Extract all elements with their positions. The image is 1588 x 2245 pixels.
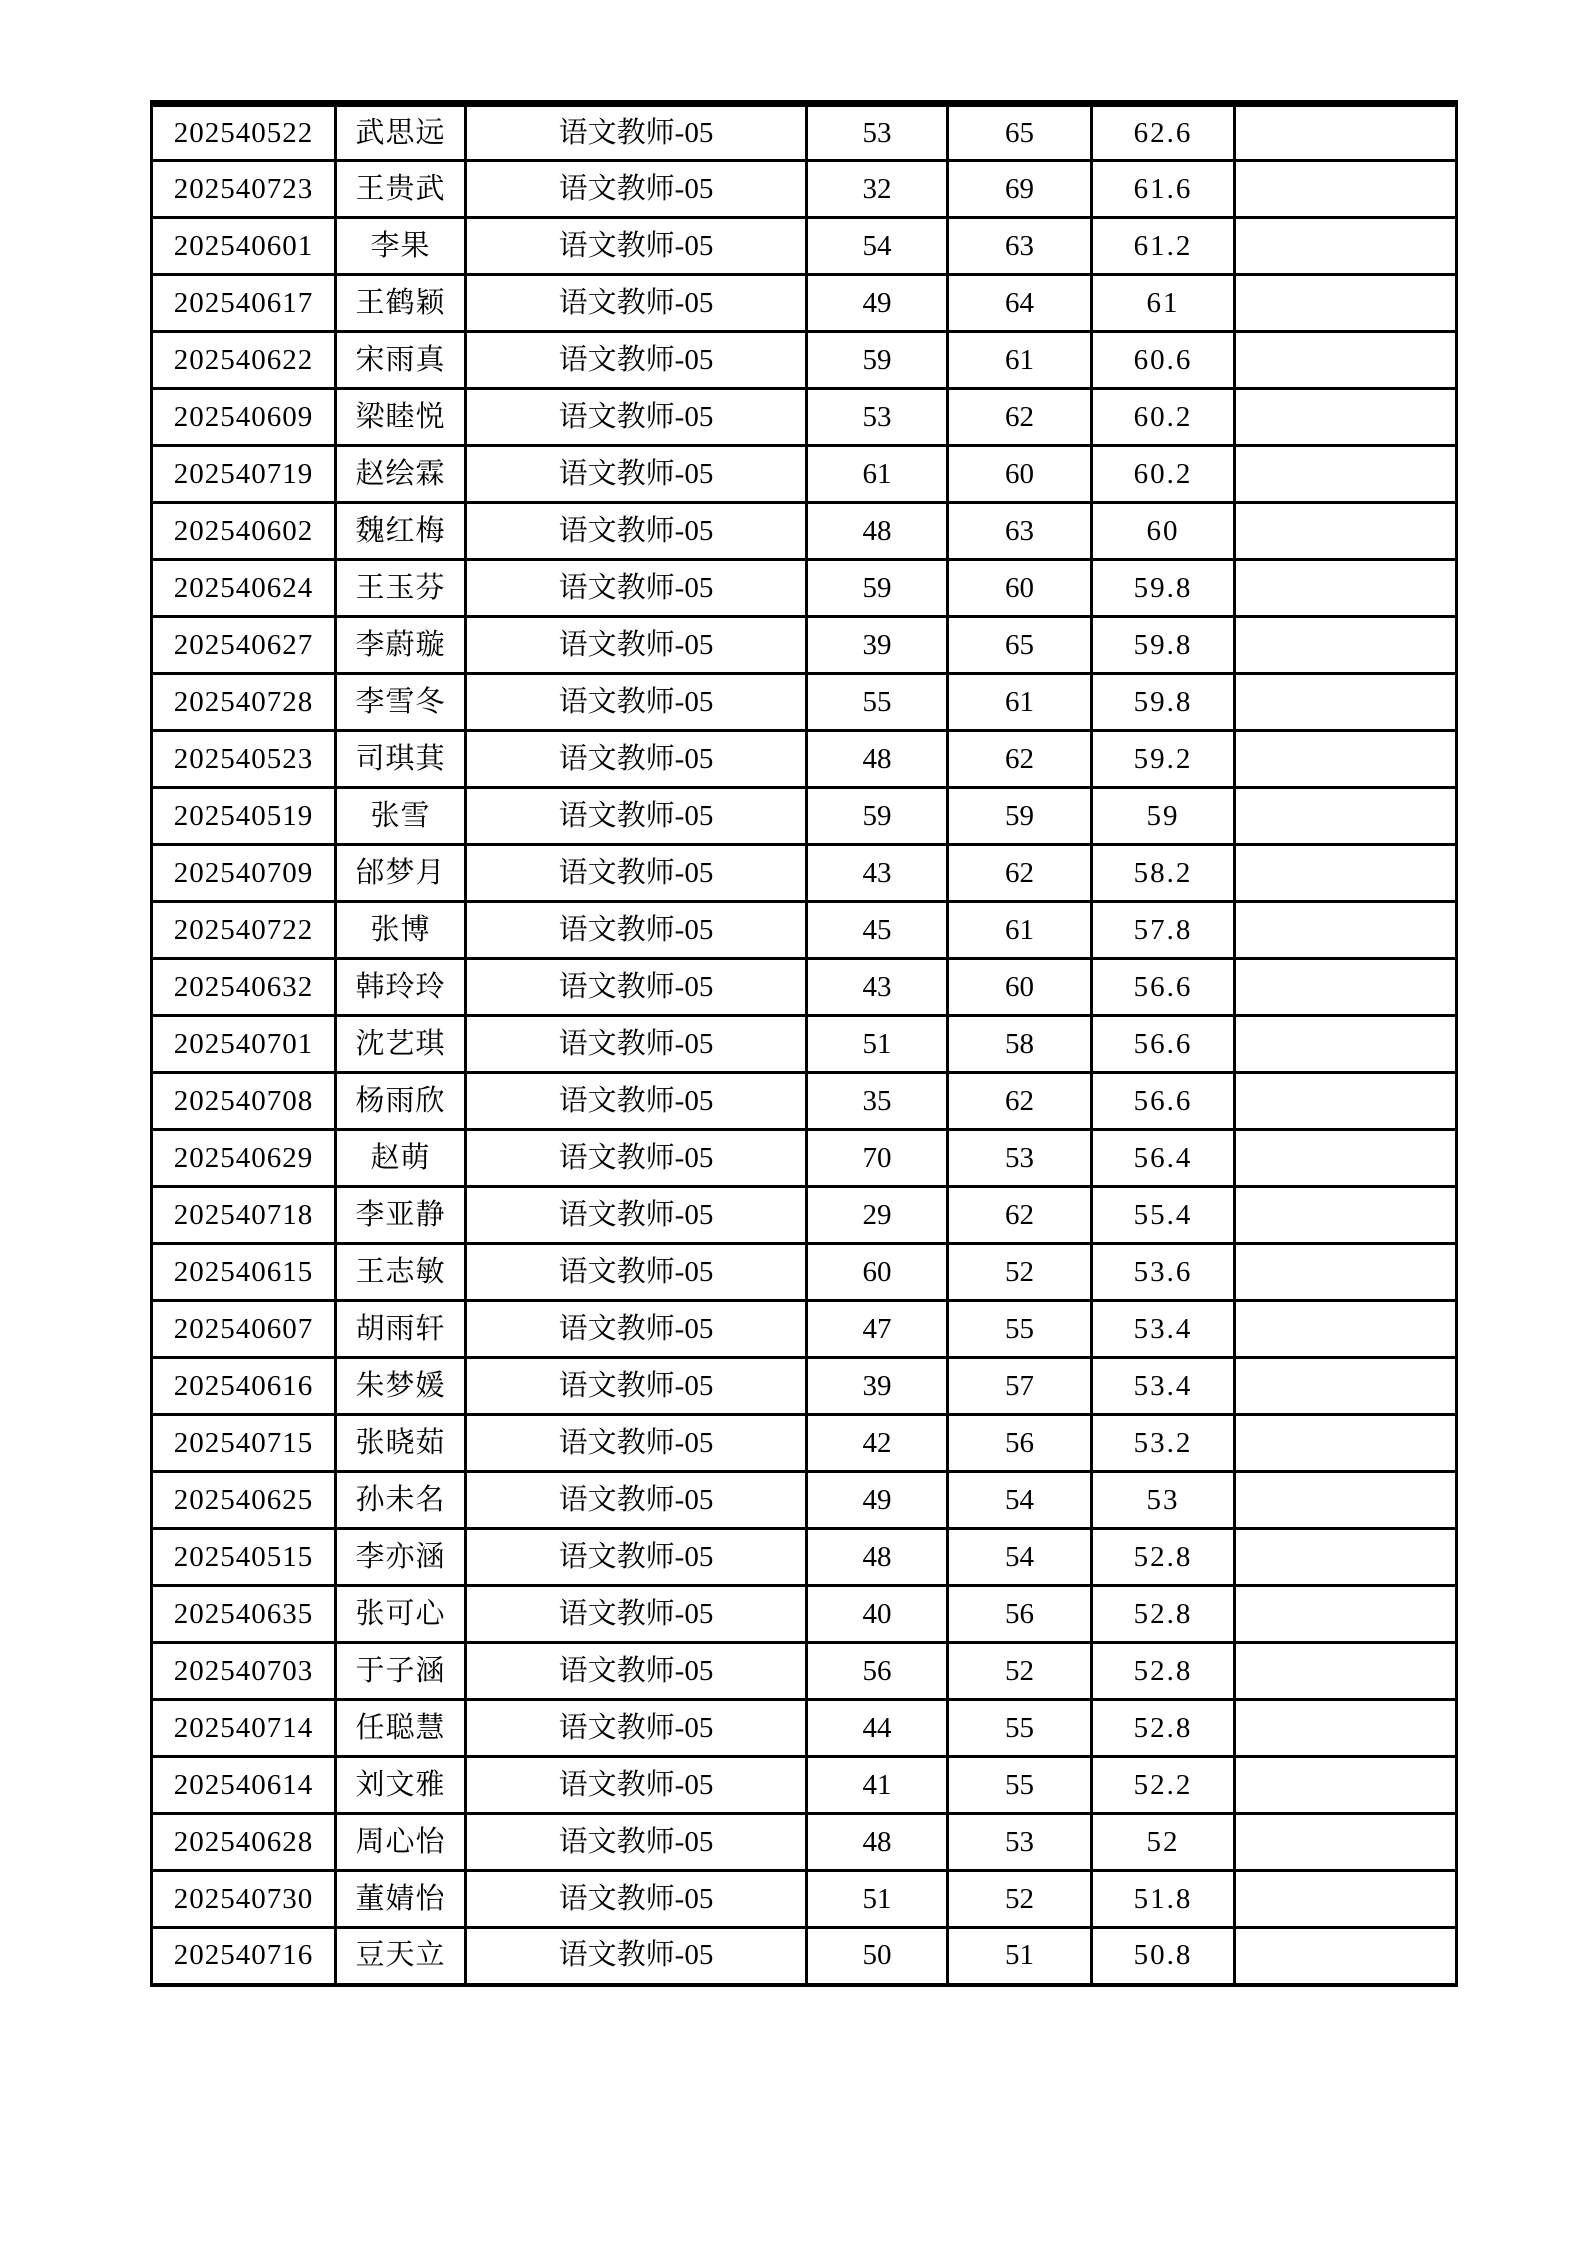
table-row xyxy=(152,674,1457,731)
table-row xyxy=(152,845,1457,902)
position-cell: 语文教师-05 xyxy=(466,503,807,560)
candidate-name-cell: 李蔚璇 xyxy=(336,617,466,674)
candidate-id-cell: 202540615 xyxy=(152,1244,336,1301)
position-cell: 语文教师-05 xyxy=(466,617,807,674)
written-score-cell: 41 xyxy=(807,1757,948,1814)
written-score-cell: 43 xyxy=(807,845,948,902)
candidate-id-cell: 202540709 xyxy=(152,845,336,902)
written-score-cell: 45 xyxy=(807,902,948,959)
table-row xyxy=(152,1871,1457,1928)
total-score-cell: 52.8 xyxy=(1092,1529,1235,1586)
table-row xyxy=(152,389,1457,446)
written-score-cell: 43 xyxy=(807,959,948,1016)
interview-score-cell: 62 xyxy=(948,1187,1092,1244)
remark-cell xyxy=(1235,1814,1457,1871)
candidate-id-cell: 202540718 xyxy=(152,1187,336,1244)
position-cell: 语文教师-05 xyxy=(466,845,807,902)
interview-score-cell: 56 xyxy=(948,1415,1092,1472)
table-row xyxy=(152,275,1457,332)
candidate-name-cell: 沈艺琪 xyxy=(336,1016,466,1073)
total-score-cell: 62.6 xyxy=(1092,104,1235,161)
candidate-id-cell: 202540635 xyxy=(152,1586,336,1643)
candidate-name-cell: 张可心 xyxy=(336,1586,466,1643)
interview-score-cell: 69 xyxy=(948,161,1092,218)
interview-score-cell: 59 xyxy=(948,788,1092,845)
position-cell: 语文教师-05 xyxy=(466,104,807,161)
table-row xyxy=(152,1700,1457,1757)
written-score-cell: 29 xyxy=(807,1187,948,1244)
position-cell: 语文教师-05 xyxy=(466,1244,807,1301)
candidate-id-cell: 202540719 xyxy=(152,446,336,503)
remark-cell xyxy=(1235,1757,1457,1814)
interview-score-cell: 54 xyxy=(948,1472,1092,1529)
written-score-cell: 48 xyxy=(807,1529,948,1586)
written-score-cell: 70 xyxy=(807,1130,948,1187)
interview-score-cell: 62 xyxy=(948,389,1092,446)
candidate-name-cell: 杨雨欣 xyxy=(336,1073,466,1130)
table-row xyxy=(152,788,1457,845)
table-row xyxy=(152,503,1457,560)
position-cell: 语文教师-05 xyxy=(466,1757,807,1814)
candidate-name-cell: 司琪萁 xyxy=(336,731,466,788)
interview-score-cell: 55 xyxy=(948,1757,1092,1814)
total-score-cell: 60.6 xyxy=(1092,332,1235,389)
interview-score-cell: 62 xyxy=(948,845,1092,902)
interview-score-cell: 64 xyxy=(948,275,1092,332)
remark-cell xyxy=(1235,275,1457,332)
total-score-cell: 52.2 xyxy=(1092,1757,1235,1814)
candidate-id-cell: 202540723 xyxy=(152,161,336,218)
interview-score-cell: 60 xyxy=(948,560,1092,617)
total-score-cell: 53 xyxy=(1092,1472,1235,1529)
total-score-cell: 51.8 xyxy=(1092,1871,1235,1928)
position-cell: 语文教师-05 xyxy=(466,1586,807,1643)
remark-cell xyxy=(1235,1358,1457,1415)
interview-score-cell: 52 xyxy=(948,1643,1092,1700)
candidate-name-cell: 李亚静 xyxy=(336,1187,466,1244)
total-score-cell: 59.8 xyxy=(1092,674,1235,731)
candidate-id-cell: 202540722 xyxy=(152,902,336,959)
candidate-name-cell: 赵绘霖 xyxy=(336,446,466,503)
total-score-cell: 60.2 xyxy=(1092,389,1235,446)
interview-score-cell: 60 xyxy=(948,959,1092,1016)
table-row xyxy=(152,560,1457,617)
total-score-cell: 53.2 xyxy=(1092,1415,1235,1472)
remark-cell xyxy=(1235,1073,1457,1130)
candidate-name-cell: 宋雨真 xyxy=(336,332,466,389)
written-score-cell: 53 xyxy=(807,104,948,161)
interview-score-cell: 62 xyxy=(948,1073,1092,1130)
remark-cell xyxy=(1235,1187,1457,1244)
candidate-id-cell: 202540629 xyxy=(152,1130,336,1187)
candidate-name-cell: 邰梦月 xyxy=(336,845,466,902)
position-cell: 语文教师-05 xyxy=(466,731,807,788)
candidate-name-cell: 李亦涵 xyxy=(336,1529,466,1586)
table-row xyxy=(152,332,1457,389)
interview-score-cell: 53 xyxy=(948,1814,1092,1871)
remark-cell xyxy=(1235,1643,1457,1700)
candidate-name-cell: 朱梦媛 xyxy=(336,1358,466,1415)
interview-score-cell: 63 xyxy=(948,503,1092,560)
total-score-cell: 56.6 xyxy=(1092,959,1235,1016)
remark-cell xyxy=(1235,503,1457,560)
remark-cell xyxy=(1235,1472,1457,1529)
candidate-id-cell: 202540625 xyxy=(152,1472,336,1529)
total-score-cell: 52 xyxy=(1092,1814,1235,1871)
candidate-name-cell: 魏红梅 xyxy=(336,503,466,560)
total-score-cell: 56.6 xyxy=(1092,1073,1235,1130)
remark-cell xyxy=(1235,1415,1457,1472)
remark-cell xyxy=(1235,161,1457,218)
interview-score-cell: 61 xyxy=(948,674,1092,731)
written-score-cell: 59 xyxy=(807,560,948,617)
interview-score-cell: 52 xyxy=(948,1871,1092,1928)
candidate-name-cell: 张雪 xyxy=(336,788,466,845)
position-cell: 语文教师-05 xyxy=(466,161,807,218)
written-score-cell: 32 xyxy=(807,161,948,218)
interview-score-cell: 54 xyxy=(948,1529,1092,1586)
interview-score-cell: 61 xyxy=(948,902,1092,959)
interview-score-cell: 60 xyxy=(948,446,1092,503)
candidate-id-cell: 202540609 xyxy=(152,389,336,446)
remark-cell xyxy=(1235,1016,1457,1073)
interview-score-cell: 52 xyxy=(948,1244,1092,1301)
interview-score-cell: 55 xyxy=(948,1301,1092,1358)
interview-score-cell: 63 xyxy=(948,218,1092,275)
interview-score-cell: 61 xyxy=(948,332,1092,389)
position-cell: 语文教师-05 xyxy=(466,389,807,446)
position-cell: 语文教师-05 xyxy=(466,1643,807,1700)
written-score-cell: 56 xyxy=(807,1643,948,1700)
table-row xyxy=(152,1187,1457,1244)
remark-cell xyxy=(1235,674,1457,731)
candidate-name-cell: 王玉芬 xyxy=(336,560,466,617)
total-score-cell: 61 xyxy=(1092,275,1235,332)
candidate-id-cell: 202540716 xyxy=(152,1928,336,1985)
table-row xyxy=(152,1130,1457,1187)
interview-score-cell: 62 xyxy=(948,731,1092,788)
candidate-id-cell: 202540728 xyxy=(152,674,336,731)
candidate-name-cell: 赵萌 xyxy=(336,1130,466,1187)
remark-cell xyxy=(1235,959,1457,1016)
position-cell: 语文教师-05 xyxy=(466,1301,807,1358)
candidate-name-cell: 王贵武 xyxy=(336,161,466,218)
position-cell: 语文教师-05 xyxy=(466,1130,807,1187)
remark-cell xyxy=(1235,1130,1457,1187)
total-score-cell: 59.8 xyxy=(1092,617,1235,674)
candidate-id-cell: 202540730 xyxy=(152,1871,336,1928)
table-row xyxy=(152,1472,1457,1529)
written-score-cell: 49 xyxy=(807,1472,948,1529)
total-score-cell: 52.8 xyxy=(1092,1700,1235,1757)
position-cell: 语文教师-05 xyxy=(466,560,807,617)
written-score-cell: 48 xyxy=(807,731,948,788)
position-cell: 语文教师-05 xyxy=(466,218,807,275)
interview-score-cell: 51 xyxy=(948,1928,1092,1985)
written-score-cell: 39 xyxy=(807,617,948,674)
candidate-name-cell: 任聪慧 xyxy=(336,1700,466,1757)
candidate-id-cell: 202540523 xyxy=(152,731,336,788)
total-score-cell: 60.2 xyxy=(1092,446,1235,503)
total-score-cell: 52.8 xyxy=(1092,1586,1235,1643)
interview-score-cell: 58 xyxy=(948,1016,1092,1073)
table-row xyxy=(152,1016,1457,1073)
total-score-cell: 55.4 xyxy=(1092,1187,1235,1244)
interview-score-cell: 53 xyxy=(948,1130,1092,1187)
candidate-id-cell: 202540701 xyxy=(152,1016,336,1073)
candidate-name-cell: 张晓茹 xyxy=(336,1415,466,1472)
remark-cell xyxy=(1235,1928,1457,1985)
candidate-id-cell: 202540703 xyxy=(152,1643,336,1700)
written-score-cell: 51 xyxy=(807,1871,948,1928)
position-cell: 语文教师-05 xyxy=(466,1529,807,1586)
written-score-cell: 54 xyxy=(807,218,948,275)
table-row xyxy=(152,1529,1457,1586)
position-cell: 语文教师-05 xyxy=(466,1814,807,1871)
remark-cell xyxy=(1235,389,1457,446)
interview-score-cell: 65 xyxy=(948,104,1092,161)
candidate-id-cell: 202540602 xyxy=(152,503,336,560)
table-row xyxy=(152,1415,1457,1472)
position-cell: 语文教师-05 xyxy=(466,1415,807,1472)
table-row xyxy=(152,104,1457,161)
candidate-name-cell: 李雪冬 xyxy=(336,674,466,731)
position-cell: 语文教师-05 xyxy=(466,959,807,1016)
written-score-cell: 50 xyxy=(807,1928,948,1985)
written-score-cell: 48 xyxy=(807,1814,948,1871)
table-row xyxy=(152,731,1457,788)
candidate-name-cell: 韩玲玲 xyxy=(336,959,466,1016)
remark-cell xyxy=(1235,218,1457,275)
position-cell: 语文教师-05 xyxy=(466,1073,807,1130)
candidate-id-cell: 202540708 xyxy=(152,1073,336,1130)
position-cell: 语文教师-05 xyxy=(466,1472,807,1529)
table-row xyxy=(152,1301,1457,1358)
candidate-id-cell: 202540519 xyxy=(152,788,336,845)
table-row xyxy=(152,1757,1457,1814)
candidate-id-cell: 202540632 xyxy=(152,959,336,1016)
remark-cell xyxy=(1235,1301,1457,1358)
candidate-name-cell: 张博 xyxy=(336,902,466,959)
interview-score-cell: 56 xyxy=(948,1586,1092,1643)
candidate-id-cell: 202540627 xyxy=(152,617,336,674)
written-score-cell: 44 xyxy=(807,1700,948,1757)
total-score-cell: 59.8 xyxy=(1092,560,1235,617)
table-row xyxy=(152,902,1457,959)
candidate-name-cell: 王鹤颖 xyxy=(336,275,466,332)
candidate-name-cell: 董婧怡 xyxy=(336,1871,466,1928)
table-row xyxy=(152,1073,1457,1130)
total-score-cell: 61.2 xyxy=(1092,218,1235,275)
table-row xyxy=(152,218,1457,275)
total-score-cell: 56.4 xyxy=(1092,1130,1235,1187)
total-score-cell: 53.6 xyxy=(1092,1244,1235,1301)
candidate-name-cell: 孙未名 xyxy=(336,1472,466,1529)
candidate-name-cell: 武思远 xyxy=(336,104,466,161)
position-cell: 语文教师-05 xyxy=(466,1187,807,1244)
table-row xyxy=(152,1586,1457,1643)
total-score-cell: 60 xyxy=(1092,503,1235,560)
remark-cell xyxy=(1235,1586,1457,1643)
remark-cell xyxy=(1235,845,1457,902)
candidate-name-cell: 豆天立 xyxy=(336,1928,466,1985)
written-score-cell: 39 xyxy=(807,1358,948,1415)
candidate-id-cell: 202540714 xyxy=(152,1700,336,1757)
candidate-id-cell: 202540624 xyxy=(152,560,336,617)
candidate-id-cell: 202540515 xyxy=(152,1529,336,1586)
candidate-id-cell: 202540601 xyxy=(152,218,336,275)
written-score-cell: 35 xyxy=(807,1073,948,1130)
candidate-id-cell: 202540617 xyxy=(152,275,336,332)
candidate-id-cell: 202540616 xyxy=(152,1358,336,1415)
position-cell: 语文教师-05 xyxy=(466,332,807,389)
candidate-id-cell: 202540622 xyxy=(152,332,336,389)
table-row xyxy=(152,1358,1457,1415)
written-score-cell: 40 xyxy=(807,1586,948,1643)
position-cell: 语文教师-05 xyxy=(466,674,807,731)
total-score-cell: 59 xyxy=(1092,788,1235,845)
total-score-cell: 61.6 xyxy=(1092,161,1235,218)
candidate-name-cell: 胡雨轩 xyxy=(336,1301,466,1358)
remark-cell xyxy=(1235,560,1457,617)
remark-cell xyxy=(1235,1700,1457,1757)
candidate-id-cell: 202540715 xyxy=(152,1415,336,1472)
total-score-cell: 53.4 xyxy=(1092,1301,1235,1358)
written-score-cell: 53 xyxy=(807,389,948,446)
candidate-name-cell: 王志敏 xyxy=(336,1244,466,1301)
remark-cell xyxy=(1235,788,1457,845)
remark-cell xyxy=(1235,104,1457,161)
position-cell: 语文教师-05 xyxy=(466,1700,807,1757)
total-score-cell: 59.2 xyxy=(1092,731,1235,788)
remark-cell xyxy=(1235,1871,1457,1928)
interview-score-cell: 55 xyxy=(948,1700,1092,1757)
position-cell: 语文教师-05 xyxy=(466,446,807,503)
written-score-cell: 55 xyxy=(807,674,948,731)
remark-cell xyxy=(1235,617,1457,674)
candidate-score-table xyxy=(150,100,1458,1987)
written-score-cell: 48 xyxy=(807,503,948,560)
candidate-name-cell: 刘文雅 xyxy=(336,1757,466,1814)
total-score-cell: 50.8 xyxy=(1092,1928,1235,1985)
candidate-name-cell: 李果 xyxy=(336,218,466,275)
candidate-name-cell: 于子涵 xyxy=(336,1643,466,1700)
remark-cell xyxy=(1235,446,1457,503)
written-score-cell: 42 xyxy=(807,1415,948,1472)
table-row xyxy=(152,1928,1457,1985)
candidate-name-cell: 梁睦悦 xyxy=(336,389,466,446)
total-score-cell: 58.2 xyxy=(1092,845,1235,902)
remark-cell xyxy=(1235,902,1457,959)
written-score-cell: 51 xyxy=(807,1016,948,1073)
table-row xyxy=(152,617,1457,674)
total-score-cell: 56.6 xyxy=(1092,1016,1235,1073)
written-score-cell: 47 xyxy=(807,1301,948,1358)
remark-cell xyxy=(1235,1244,1457,1301)
candidate-id-cell: 202540628 xyxy=(152,1814,336,1871)
written-score-cell: 49 xyxy=(807,275,948,332)
position-cell: 语文教师-05 xyxy=(466,275,807,332)
written-score-cell: 60 xyxy=(807,1244,948,1301)
total-score-cell: 53.4 xyxy=(1092,1358,1235,1415)
table-body xyxy=(152,104,1457,1985)
remark-cell xyxy=(1235,731,1457,788)
remark-cell xyxy=(1235,1529,1457,1586)
position-cell: 语文教师-05 xyxy=(466,1358,807,1415)
total-score-cell: 57.8 xyxy=(1092,902,1235,959)
table-row xyxy=(152,161,1457,218)
candidate-id-cell: 202540607 xyxy=(152,1301,336,1358)
position-cell: 语文教师-05 xyxy=(466,1016,807,1073)
candidate-name-cell: 周心怡 xyxy=(336,1814,466,1871)
position-cell: 语文教师-05 xyxy=(466,788,807,845)
table-row xyxy=(152,959,1457,1016)
table-row xyxy=(152,1814,1457,1871)
candidate-id-cell: 202540614 xyxy=(152,1757,336,1814)
position-cell: 语文教师-05 xyxy=(466,1871,807,1928)
candidate-id-cell: 202540522 xyxy=(152,104,336,161)
interview-score-cell: 57 xyxy=(948,1358,1092,1415)
written-score-cell: 61 xyxy=(807,446,948,503)
total-score-cell: 52.8 xyxy=(1092,1643,1235,1700)
written-score-cell: 59 xyxy=(807,788,948,845)
table-row xyxy=(152,1643,1457,1700)
table-row xyxy=(152,446,1457,503)
table-row xyxy=(152,1244,1457,1301)
written-score-cell: 59 xyxy=(807,332,948,389)
remark-cell xyxy=(1235,332,1457,389)
interview-score-cell: 65 xyxy=(948,617,1092,674)
position-cell: 语文教师-05 xyxy=(466,902,807,959)
position-cell: 语文教师-05 xyxy=(466,1928,807,1985)
